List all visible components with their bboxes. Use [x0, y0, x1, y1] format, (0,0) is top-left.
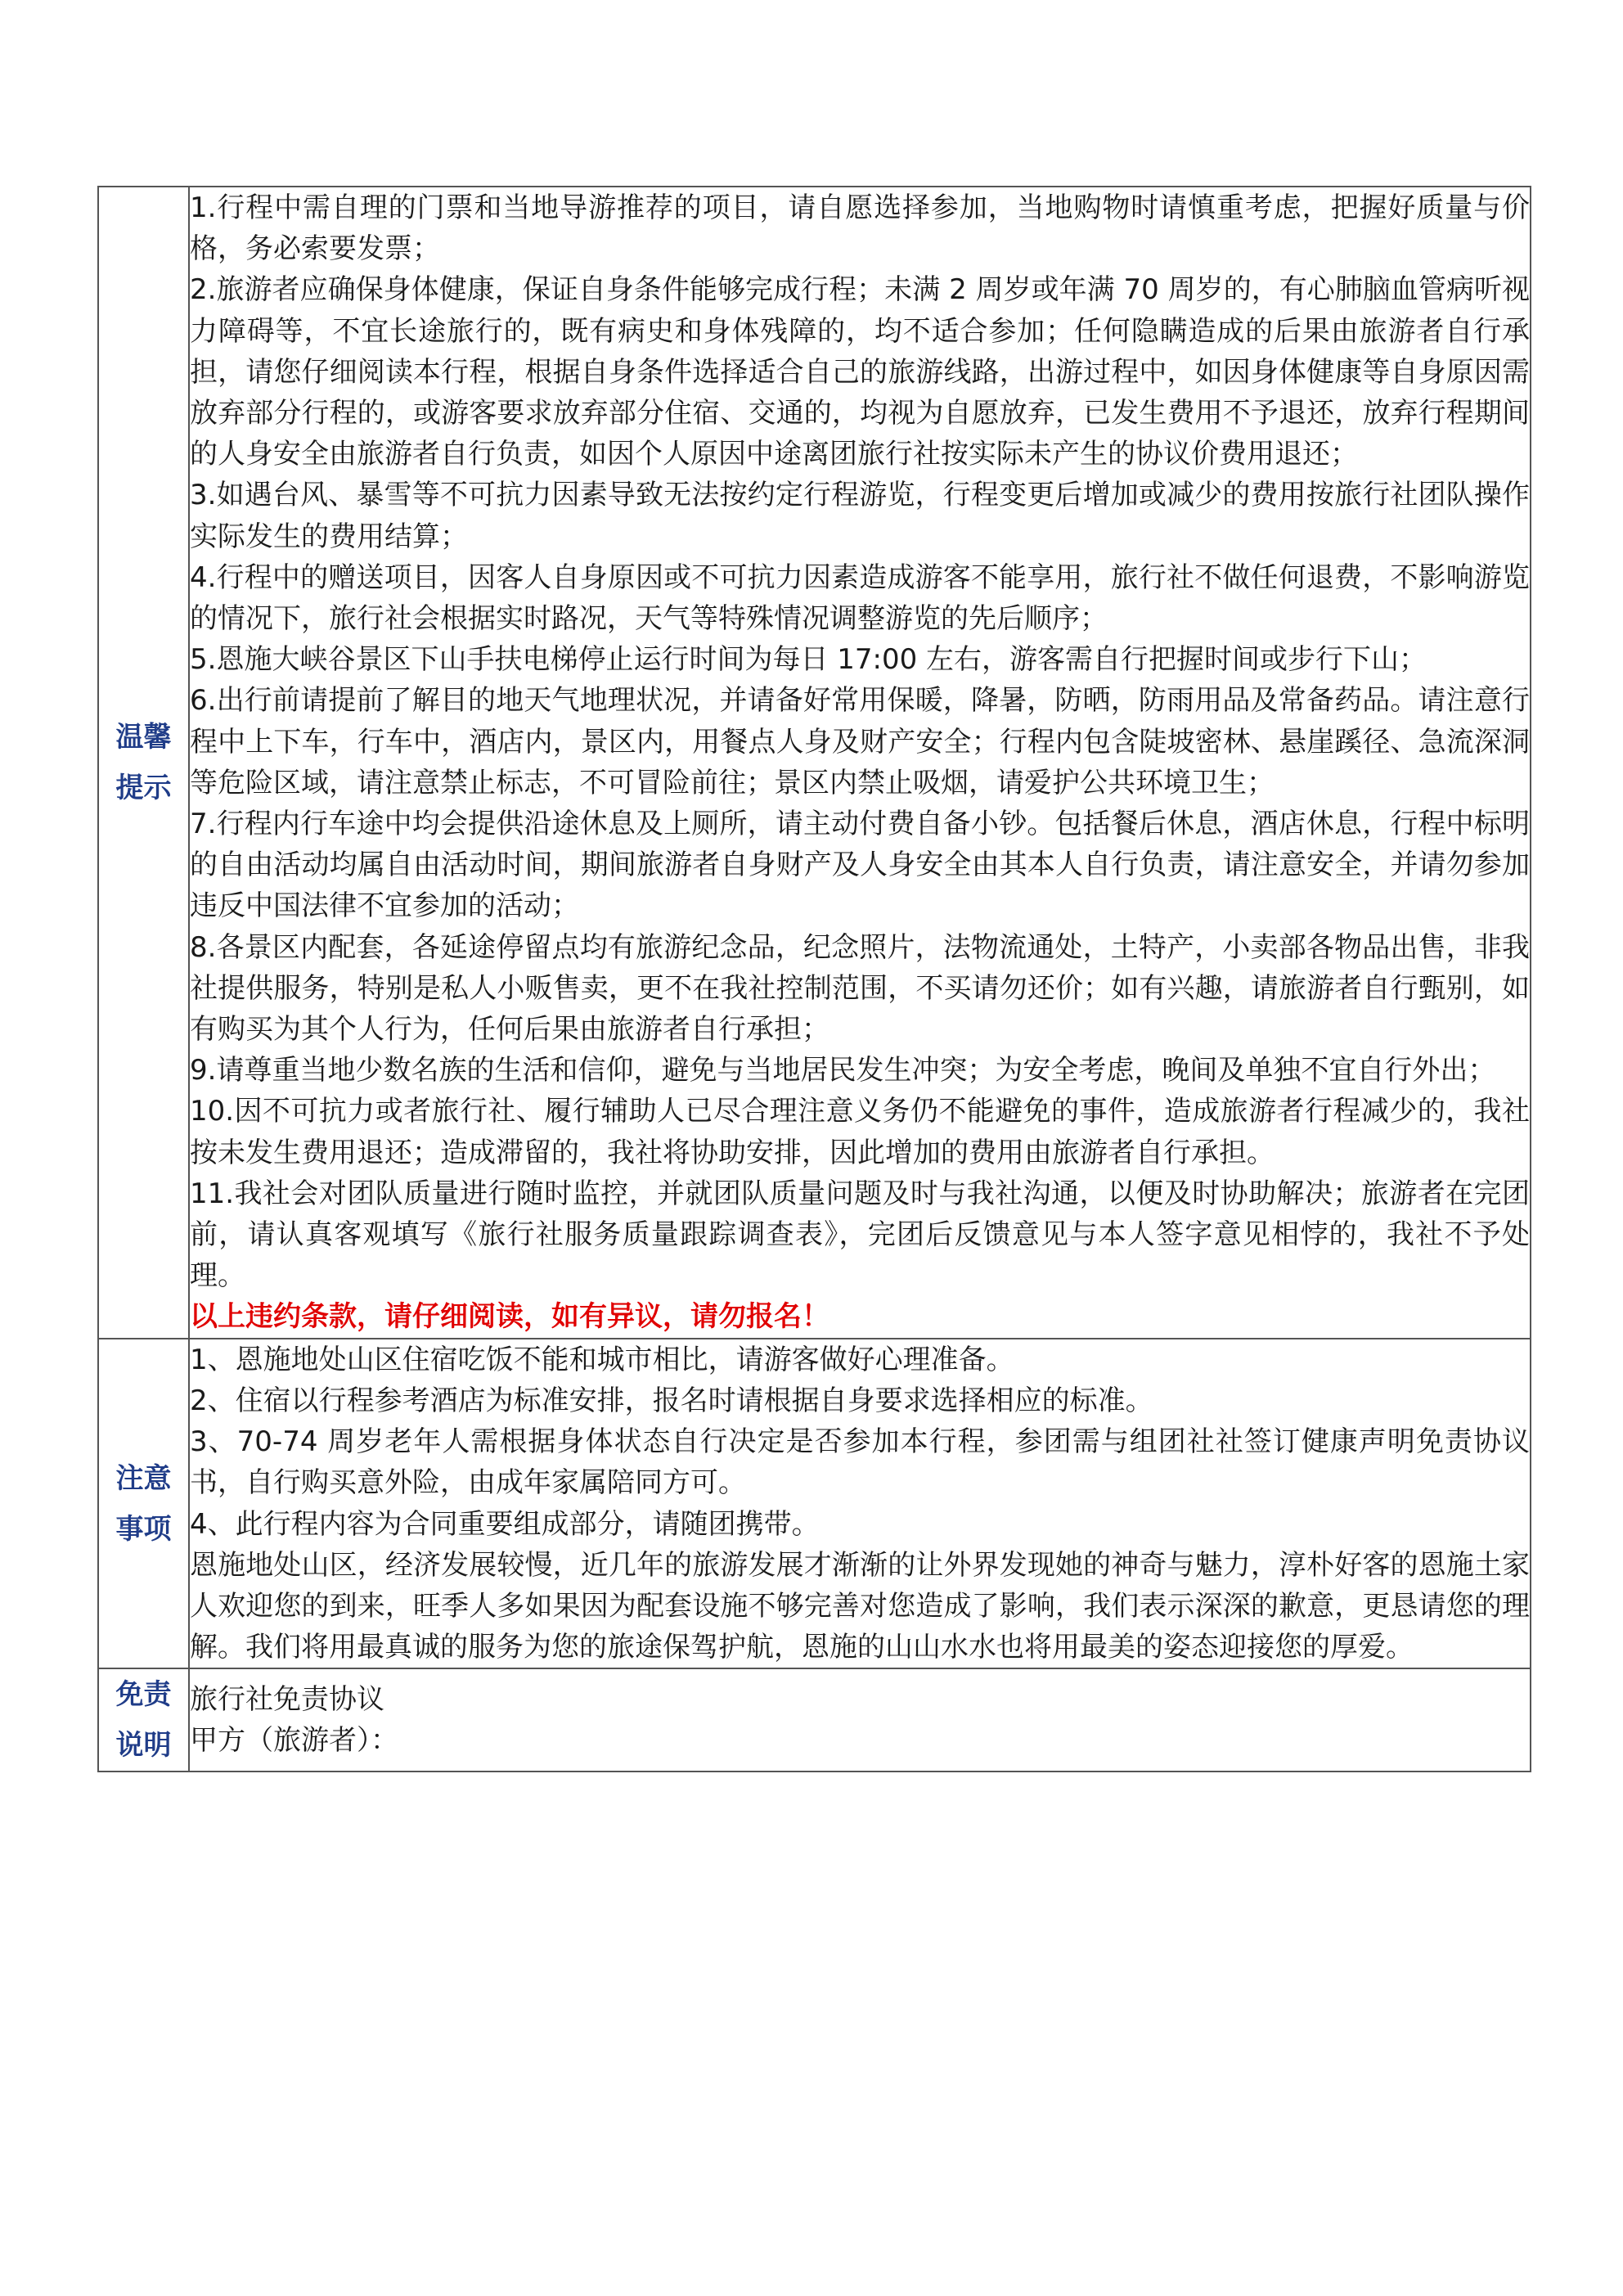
tips-row [98, 187, 1531, 1339]
disclaimer-party-a: 甲方（旅游者）： [190, 1724, 398, 1758]
notes-label-line-2: 事项 [115, 1512, 172, 1546]
disclaimer-label-line-2: 说明 [115, 1729, 172, 1763]
tip-item-5: 5.恩施大峡谷景区下山手扶电梯停止运行时间为每日 17:00 左右，游客需自行把握时间或步行下山； [190, 643, 1427, 677]
note-item-3: 3、70-74 周岁老年人需根据身体状态自行决定是否参加本行程，参团需与组团社社签订健康声明免责协议书，自行购买意外险，由成年家属陪同方可。 [190, 1425, 1530, 1500]
notes-content [189, 1339, 1531, 1669]
note-item-2: 2、住宿以行程参考酒店为标准安排，报名时请根据自身要求选择相应的标准。 [190, 1384, 1153, 1417]
tips-content [189, 187, 1531, 1339]
tip-item-11: 11.我社会对团队质量进行随时监控，并就团队质量问题及时与我社沟通，以便及时协助解决；旅游者在完团前，请认真客观填写《旅行社服务质量跟踪调查表》，完团后反馈意见与本人签字意见相悖的，我社不予处理。 [190, 1177, 1530, 1293]
notes-label [98, 1339, 189, 1669]
disclaimer-label [98, 1668, 189, 1772]
note-item-1: 1、恩施地处山区住宿吃饭不能和城市相比，请游客做好心理准备。 [190, 1343, 1014, 1376]
tips-label-line-1: 温馨 [115, 720, 172, 754]
disclaimer-row [98, 1668, 1531, 1772]
tip-item-7: 7.行程内行车途中均会提供沿途休息及上厕所，请主动付费自备小钞。包括餐后休息，酒店休息，行程中标明的自由活动均属自由活动时间，期间旅游者自身财产及人身安全由其本人自行负责，请注意安全，并请勿参加违反中国法律不宜参加的活动； [190, 808, 1530, 923]
disclaimer-title: 旅行社免责协议 [190, 1683, 384, 1717]
tip-item-6: 6.出行前请提前了解目的地天气地理状况，并请备好常用保暖，降暑，防晒，防雨用品及常备药品。请注意行程中上下车，行车中，酒店内，景区内，用餐点人身及财产安全；行程内包含陡坡密林、悬崖蹊径、急流深洞等危险区域，请注意禁止标志，不可冒险前往；景区内禁止吸烟，请爱护公共环境卫生； [190, 684, 1530, 799]
tip-item-9: 9.请尊重当地少数名族的生活和信仰，避免与当地居民发生冲突；为安全考虑，晚间及单独不宜自行外出； [190, 1054, 1496, 1087]
disclaimer-content [189, 1668, 1531, 1772]
tip-item-4: 4.行程中的赠送项目，因客人自身原因或不可抗力因素造成游客不能享用，旅行社不做任何退费，不影响游览的情况下，旅行社会根据实时路况，天气等特殊情况调整游览的先后顺序； [190, 560, 1530, 636]
tip-item-10: 10.因不可抗力或者旅行社、履行辅助人已尽合理注意义务仍不能避免的事件，造成旅游者行程减少的，我社按未发生费用退还；造成滞留的，我社将协助安排，因此增加的费用由旅游者自行承担。 [190, 1095, 1530, 1169]
tips-label [98, 187, 189, 1339]
tip-item-8: 8.各景区内配套，各延途停留点均有旅游纪念品，纪念照片，法物流通处，土特产，小卖部各物品出售，非我社提供服务，特别是私人小贩售卖，更不在我社控制范围，不买请勿还价；如有兴趣，请旅游者自行甄别，如有购买为其个人行为，任何后果由旅游者自行承担； [190, 930, 1530, 1047]
tips-warning: 以上违约条款，请仔细阅读，如有异议，请勿报名！ [190, 1300, 829, 1334]
notes-row [98, 1339, 1531, 1669]
notes-label-line-1: 注意 [115, 1461, 172, 1495]
itinerary-terms-table [97, 186, 1531, 1772]
note-item-4: 4、此行程内容为合同重要组成部分，请随团携带。 [190, 1507, 820, 1541]
note-closing-paragraph: 恩施地处山区，经济发展较慢，近几年的旅游发展才渐渐的让外界发现她的神奇与魅力，淳朴好客的恩施土家人欢迎您的到来，旺季人多如果因为配套设施不够完善对您造成了影响，我们表示深深的歉意，更恳请您的理解。我们将用最真诚的服务为您的旅途保驾护航，恩施的山山水水也将用最美的姿态迎接您的厚爱。 [190, 1548, 1530, 1664]
tip-item-1: 1.行程中需自理的门票和当地导游推荐的项目，请自愿选择参加，当地购物时请慎重考虑，把握好质量与价格，务必索要发票； [190, 191, 1530, 266]
tips-label-line-2: 提示 [115, 771, 172, 804]
tip-item-3: 3.如遇台风、暴雪等不可抗力因素导致无法按约定行程游览，行程变更后增加或减少的费用按旅行社团队操作实际发生的费用结算； [190, 479, 1530, 553]
tip-item-2: 2.旅游者应确保身体健康，保证自身条件能够完成行程；未满 2 周岁或年满 70 周岁的，有心肺脑血管病听视力障碍等，不宜长途旅行的，既有病史和身体残障的，均不适合参加；任何隐瞒造成的后果由旅游者自行承担，请您仔细阅读本行程，根据自身条件选择适合自己的旅游线路，出游过程中，如因身体健康等自身原因需放弃部分行程的，或游客要求放弃部分住宿、交通的，均视为自愿放弃，已发生费用不予退还，放弃行程期间的人身安全由旅游者自行负责，如因个人原因中途离团旅行社按实际未产生的协议价费用退还； [190, 273, 1530, 471]
disclaimer-label-line-1: 免责 [115, 1678, 172, 1712]
